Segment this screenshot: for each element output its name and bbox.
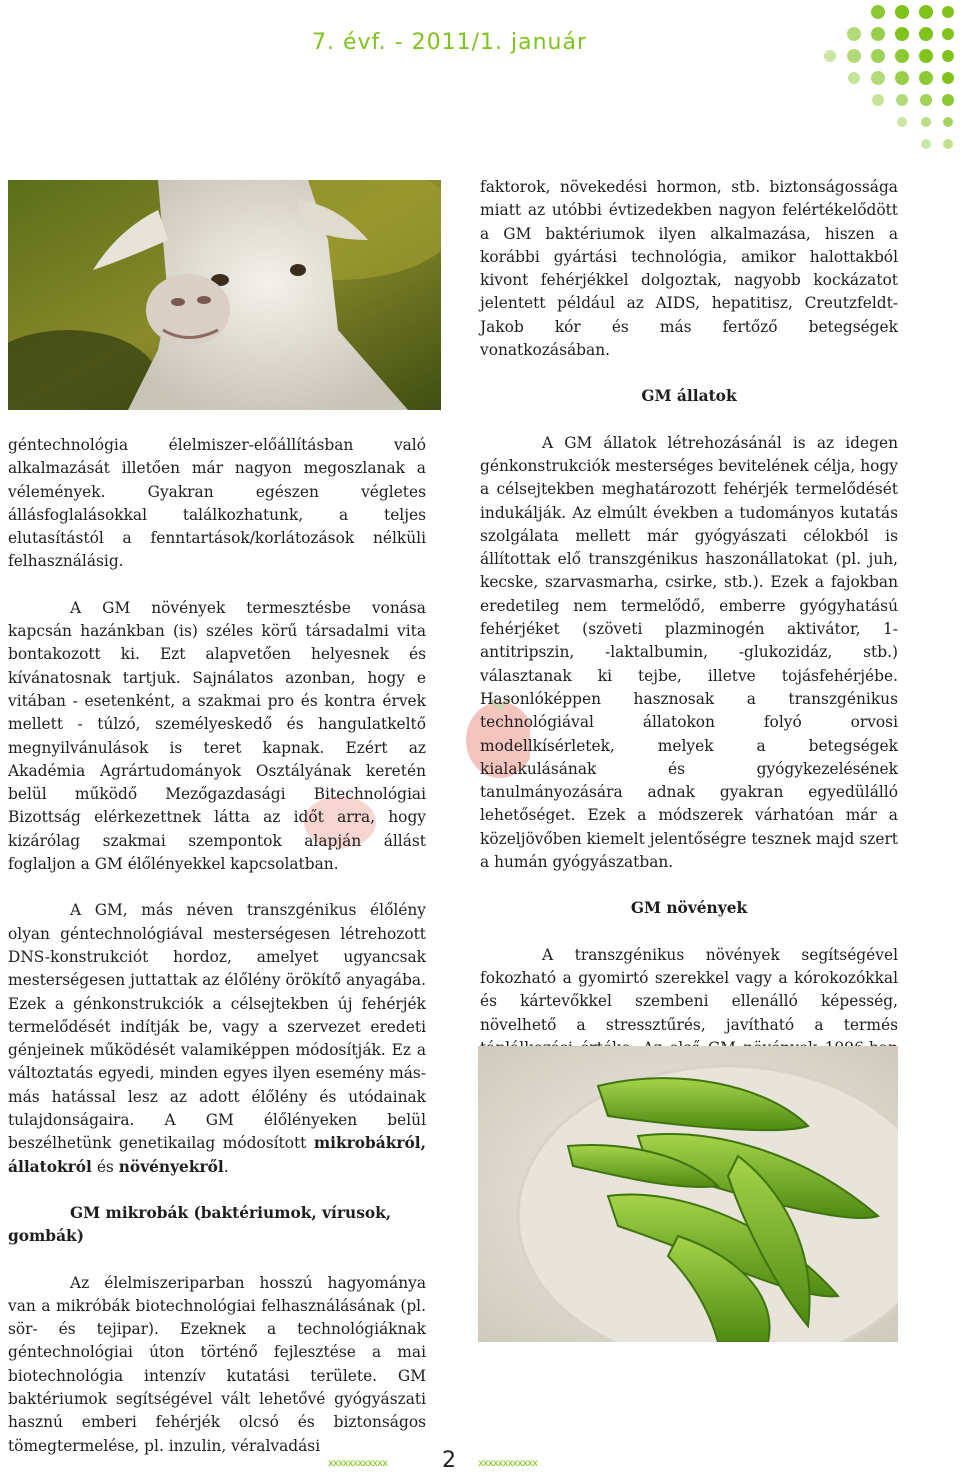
goat-photo [8, 180, 441, 410]
section-heading-microbes: GM mikrobák (baktériumok, vírusok, gombák) [8, 1203, 392, 1246]
paragraph: Az élelmiszeriparban hosszú hagyománya van a mikróbák biotechnológiai felhasználásának (pl. sör- és tejipar). Ezeknek a technológiáknak géntechnológiai úton történő fejlesztése a mai biotechnológia intenzív kutatási területe. GM baktériumok segítségével vált lehetővé gyógyászati hasznú emberi fehérjék olcsó és biztonságos tömegtermelése, pl. inzulin, véralvadási [8, 1273, 426, 1455]
issue-header: 7. évf. - 2011/1. január [312, 30, 587, 55]
period: . [223, 1157, 229, 1176]
paragraph [8, 899, 426, 1179]
right-text-column [480, 176, 898, 1107]
paragraph: géntechnológia élelmiszer-előállításban való alkalmazását illetően már nagyon megoszlanak a vélemények. Gyakran egészen végletes állásfoglalásokkal találkozhatunk, a teljes elutasítástól a fenntartások/korlátozások nélküli felhasználásig. [8, 436, 426, 571]
paragraph: faktorok, növekedési hormon, stb. biztonságossága miatt az utóbbi évtizedekben nagyon felértékelődött a GM baktériumok ilyen alkalmazása, hiszen a korábbi gyártási technológia, amikor halottakból kivont fehérjékkel dolgoztak, nagyobb kockázatot jelentett például az AIDS, hepatitisz, Creutzfeldt-Jakob kór és más fertőző betegségek vonatkozásában. [480, 178, 898, 360]
paragraph-text: A GM, más néven transzgénikus élőlény olyan géntechnológiával mesterségesen létrehozott DNS-konstrukciót hordoz, amelyet ugyancsak mesterségesen juttattak az élőlény örökítő anyagába. Ezek a génkonstrukciók a célsejtekben új fehérjék termelődését indítják be, vagy a szervezet eredeti génjeinek működését valamiképpen módosítják. Ez a változtatás egyedi, minden egyes ilyen esemény más-más hatással lesz az adott élőlény és utódainak tulajdonságaira. A GM élőlényeken belül beszélhetünk genetikailag módosított [8, 901, 426, 1153]
bold-term: növényekről [118, 1157, 224, 1176]
paragraph: A GM állatok létrehozásánál is az idegen génkonstrukciók mesterséges bevitelének célja, hogy a célsejtekben meghatározott fehérjék termelődését indukálják. Az elmúlt években a tudományos kutatás szolgálata mellett már gyógyászati célokból is állítottak elő transzgénikus haszonállatokat (pl. juh, kecske, szarvasmarha, csirke, stb.). Ezek a fajokban eredetileg nem termelődő, emberre gyógyhatású fehérjéket (szöveti plazminogén aktivátor, 1-antitripszin, -laktalbumin, -glukozidáz, stb.) választanak ki tejbe, illetve tojásfehérjébe. Hasonlóképpen hasznosak a transzgénikus technológiával állatokon folyó orvosi modellkísérletek, melyek a betegségek kialakulásának és gyógykezelésének tanulmányozására adnak gyakran egyedülálló lehetőséget. Ezek a módszerek várhatóan már a közeljövőben kiemelt jelentőségre tesznek majd szert a humán gyógyászatban. [480, 433, 898, 872]
paragraph: A transzgénikus növények segítségével fokozható a gyomirtó szerekkel vagy a kórokozókkal és kártevőkkel szembeni ellenálló képesség, növelhető a stressztűrés, javítható a termés [480, 945, 898, 1034]
footer-ornament-right: xxxxxxxxxxxx [478, 1458, 538, 1469]
conjunction: és [96, 1157, 114, 1176]
green-soybean-pods-photo [478, 1046, 898, 1342]
page-number: 2 [442, 1448, 456, 1473]
footer-ornament-left: xxxxxxxxxxxx [328, 1458, 388, 1469]
paragraph: A GM növények termesztésbe vonása kapcsán hazánkban (is) széles körű társadalmi vita bontakozott ki. Ezt alapvetően helyesnek és kívánatosnak tartjuk. Sajnálatos azonban, hogy e vitában - esetenként, a szakmai pro és kontra érvek mellett - túlzó, személyeskedő és hangulatkeltő megnyilvánulások is teret kapnak. Ezért az Akadémia Agrártudományok Osztályának keretén belül működő Mezőgazdasági Bitechnológiai Bizottság elérkezettnek látta az időt arra, hogy kizárólag szakmai szempontok alapján állást foglaljon a GM élőlényekkel kapcsolatban. [8, 598, 426, 874]
section-heading-plants: GM növények [630, 899, 748, 918]
section-heading-animals: GM állatok [641, 387, 737, 406]
left-text-column [8, 434, 426, 1458]
bold-term: mikrobákról, állatokról [8, 1134, 426, 1176]
decorative-dot-grid [814, 4, 954, 154]
